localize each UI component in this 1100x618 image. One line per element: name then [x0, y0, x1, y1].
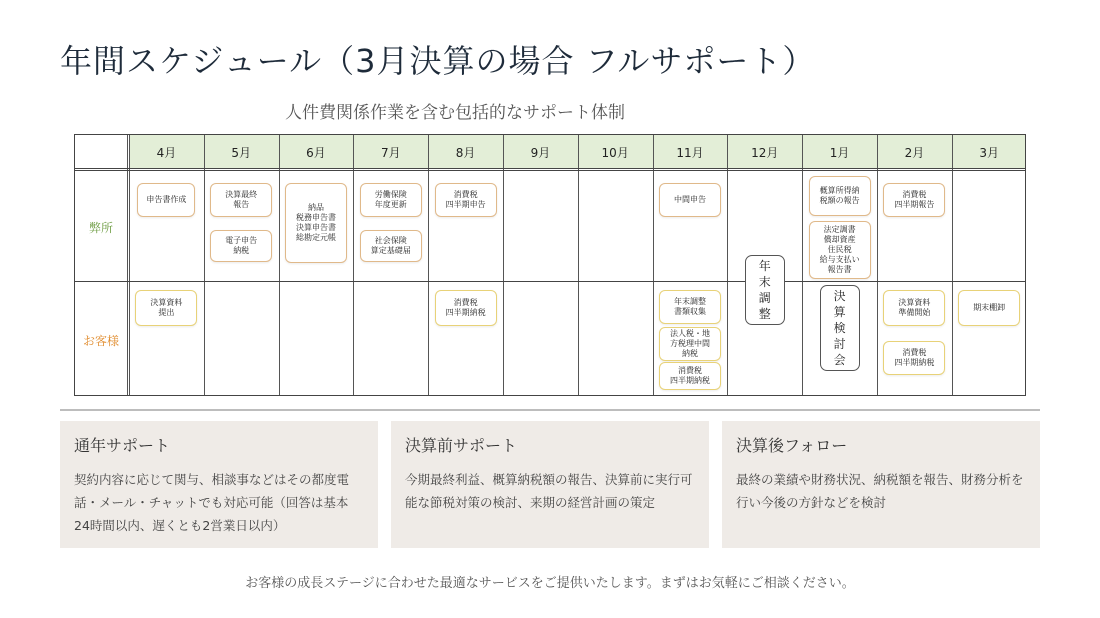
office-task-box: 社会保険 算定基礎届	[360, 230, 422, 262]
footer-message: お客様の成長ステージに合わせた最適なサービスをご提供いたします。まずはお気軽にご相談ください。	[245, 576, 855, 591]
card-body: 最終の業績や財務状況、納税額を報告、財務分析を行い今後の方針などを検討	[736, 472, 1024, 510]
grid-line	[127, 135, 128, 395]
month-header: 2月	[904, 146, 925, 160]
client-task-box: 期末棚卸	[958, 290, 1020, 326]
row-label-client: お客様	[82, 334, 119, 348]
office-task-box: 法定調書 償却資産 住民税 給与支払い 報告書	[809, 221, 871, 279]
grid-line	[353, 135, 354, 395]
client-task-box: 消費税 四半期納税	[435, 290, 497, 326]
month-header: 6月	[306, 146, 326, 160]
schedule-table	[74, 134, 1026, 396]
month-header: 8月	[455, 146, 476, 160]
grid-line	[877, 135, 878, 395]
month-header: 12月	[751, 146, 779, 160]
card-body: 契約内容に応じて関与、相談事などはその都度電話・メール・チャットでも対応可能（回答は基本24時間以内、遅くとも2営業日以内）	[74, 472, 350, 533]
card-title: 決算前サポート	[405, 436, 518, 455]
grid-line	[204, 135, 205, 395]
card-year-round-support	[60, 421, 378, 548]
month-header: 1月	[829, 146, 850, 160]
office-task-box: 申告書作成	[137, 183, 195, 217]
month-header: 7月	[380, 146, 401, 160]
grid-line	[129, 135, 130, 395]
section-divider	[60, 409, 1040, 411]
shared-event-box: 決 算 検 討 会	[820, 285, 860, 371]
client-task-box: 決算資料 提出	[135, 290, 197, 326]
card-pre-closing-support	[391, 421, 709, 548]
month-header: 4月	[156, 146, 177, 160]
month-header: 9月	[530, 146, 551, 160]
card-body: 今期最終利益、概算納税額の報告、決算前に実行可能な節税対策の検討、来期の経営計画の策定	[405, 472, 693, 510]
card-title: 決算後フォロー	[736, 436, 848, 455]
page-title: 年間スケジュール（3月決算の場合 フルサポート）	[60, 42, 816, 80]
month-header: 10月	[601, 146, 629, 160]
page-subtitle: 人件費関係作業を含む包括的なサポート体制	[285, 103, 625, 123]
grid-line	[653, 135, 654, 395]
row-label-office: 弊所	[88, 221, 113, 235]
office-task-box: 概算所得納 税額の報告	[809, 176, 871, 216]
grid-line	[75, 170, 1025, 171]
office-task-box: 納品 税務申告書 決算申告書 総勘定元帳	[285, 183, 347, 263]
grid-line	[578, 135, 579, 395]
grid-line	[952, 135, 953, 395]
shared-event-box: 年 末 調 整	[745, 255, 785, 325]
month-header: 11月	[676, 146, 704, 160]
office-task-box: 決算最終 報告	[210, 183, 272, 217]
month-header: 3月	[979, 146, 1000, 160]
office-task-box: 労働保険 年度更新	[360, 183, 422, 217]
grid-line	[802, 135, 803, 395]
card-post-closing-follow	[722, 421, 1040, 548]
grid-line	[75, 168, 1025, 169]
client-task-box: 消費税 四半期納税	[883, 341, 945, 375]
office-task-box: 電子申告 納税	[210, 230, 272, 262]
month-header: 5月	[231, 146, 252, 160]
client-task-box: 法人税・地 方税理中間 納税	[659, 327, 721, 361]
client-task-box: 年末調整 書類収集	[659, 290, 721, 324]
office-task-box: 消費税 四半期申告	[435, 183, 497, 217]
grid-line	[75, 281, 1025, 282]
client-task-box: 消費税 四半期納税	[659, 362, 721, 390]
grid-line	[428, 135, 429, 395]
office-task-box: 消費税 四半期報告	[883, 183, 945, 217]
grid-line	[727, 135, 728, 395]
card-title: 通年サポート	[74, 436, 171, 455]
grid-line	[503, 135, 504, 395]
client-task-box: 決算資料 準備開始	[883, 290, 945, 326]
grid-line	[279, 135, 280, 395]
office-task-box: 中間申告	[659, 183, 721, 217]
